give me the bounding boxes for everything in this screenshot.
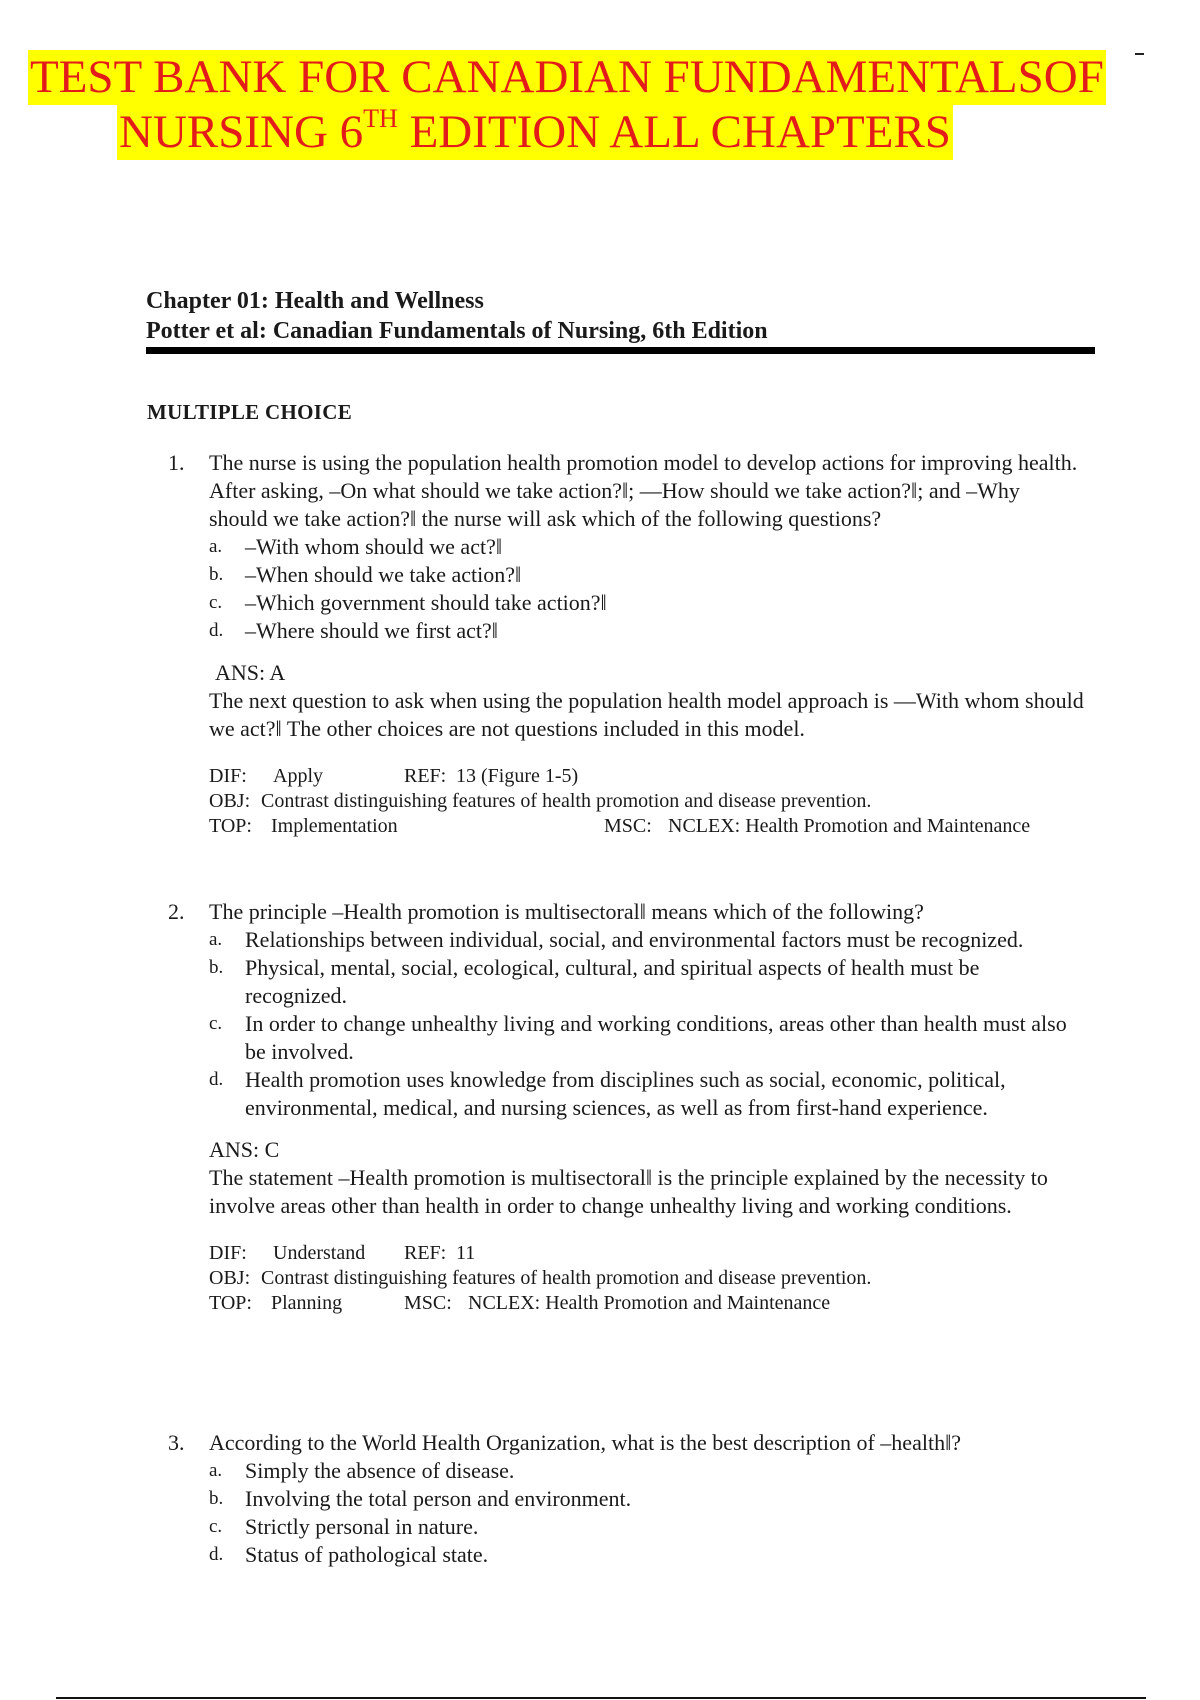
- dif-value: Apply: [273, 765, 323, 787]
- obj-label: OBJ:: [209, 1267, 251, 1289]
- top-label: TOP:: [209, 1292, 252, 1314]
- header-rule: [146, 347, 1095, 354]
- dif-value: Understand: [273, 1242, 366, 1264]
- obj-value: Contrast distinguishing features of health promotion and disease prevention.: [261, 1267, 872, 1289]
- option-a: [209, 926, 1098, 954]
- option-letter: b.: [209, 564, 224, 585]
- top-label: TOP:: [209, 815, 252, 837]
- ref-label: REF:: [404, 1242, 447, 1264]
- option-text: In order to change unhealthy living and working conditions, areas other than health must also be involved.: [245, 1011, 1067, 1064]
- option-b: [209, 954, 1098, 1010]
- book-citation: Potter et al: Canadian Fundamentals of Nursing, 6th Edition: [146, 318, 768, 344]
- option-c: [209, 1010, 1098, 1066]
- option-text: Involving the total person and environment.: [245, 1486, 632, 1511]
- title-superscript: TH: [363, 104, 398, 133]
- option-d: [209, 617, 1098, 645]
- question-1: [168, 449, 1098, 839]
- question-metadata: [209, 764, 1098, 839]
- option-letter: b.: [209, 957, 224, 978]
- rationale: The statement –Health promotion is multisectoral‖ is the principle explained by the necessity to involve areas other than health in order to change unhealthy living and working conditions.: [209, 1165, 1048, 1218]
- option-text: Simply the absence of disease.: [245, 1458, 515, 1483]
- option-c: [209, 589, 1098, 617]
- option-letter: c.: [209, 1516, 223, 1537]
- option-letter: a.: [209, 1460, 223, 1481]
- answer-options: [209, 926, 1098, 1122]
- ref-value: 13 (Figure 1-5): [456, 765, 579, 787]
- option-text: Physical, mental, social, ecological, cultural, and spiritual aspects of health must be recognized.: [245, 955, 980, 1008]
- question-stem: According to the World Health Organization, what is the best description of –health‖?: [209, 1430, 962, 1455]
- question-number: 3.: [168, 1430, 185, 1455]
- option-text: Health promotion uses knowledge from disciplines such as social, economic, political, environmental, medical, and nursing sciences, as well as from first-hand experience.: [245, 1067, 1006, 1120]
- msc-label: MSC:: [604, 815, 652, 837]
- option-letter: a.: [209, 536, 223, 557]
- question-stem: The nurse is using the population health promotion model to develop actions for improving health. After asking, –On what should we take action?‖; ―How should we take action?‖; and –Why should we take action?‖ the nurse will ask which of the following questions?: [209, 450, 1078, 531]
- option-text: –With whom should we act?‖: [245, 534, 503, 559]
- title-line-2-start: NURSING 6: [119, 106, 364, 158]
- option-text: Strictly personal in nature.: [245, 1514, 479, 1539]
- dif-label: DIF:: [209, 765, 247, 787]
- ref-value: 11: [456, 1242, 476, 1264]
- option-d: [209, 1066, 1098, 1122]
- option-text: Relationships between individual, social, and environmental factors must be recognized.: [245, 927, 1024, 952]
- obj-label: OBJ:: [209, 790, 251, 812]
- option-c: [209, 1513, 1098, 1541]
- msc-value: NCLEX: Health Promotion and Maintenance: [468, 1292, 831, 1314]
- title-line-2: [117, 105, 953, 160]
- dif-label: DIF:: [209, 1242, 247, 1264]
- question-2: [168, 898, 1098, 1316]
- question-3: [168, 1429, 1098, 1569]
- top-value: Planning: [271, 1292, 343, 1314]
- ref-label: REF:: [404, 765, 447, 787]
- option-text: –Where should we first act?‖: [245, 618, 498, 643]
- footer-rule: [56, 1697, 1146, 1699]
- question-number: 1.: [168, 450, 185, 475]
- section-title: MULTIPLE CHOICE: [147, 400, 353, 424]
- stray-mark: [1135, 53, 1144, 55]
- option-text: –Which government should take action?‖: [245, 590, 607, 615]
- answer-options: [209, 1457, 1098, 1569]
- chapter-title: Chapter 01: Health and Wellness: [146, 288, 484, 314]
- rationale: The next question to ask when using the population health model approach is ―With whom should we act?‖ The other choices are not questions included in this model.: [209, 688, 1084, 741]
- answer-options: [209, 533, 1098, 645]
- option-a: [209, 1457, 1098, 1485]
- answer-key: ANS: C: [209, 1137, 280, 1162]
- answer-key: ANS: A: [215, 660, 286, 685]
- answer-block: [209, 1136, 1089, 1220]
- title-line-2-end: EDITION ALL CHAPTERS: [397, 106, 951, 158]
- msc-label: MSC:: [404, 1292, 452, 1314]
- option-b: [209, 1485, 1098, 1513]
- option-letter: b.: [209, 1488, 224, 1509]
- option-d: [209, 1541, 1098, 1569]
- top-value: Implementation: [271, 815, 398, 837]
- option-letter: d.: [209, 620, 224, 641]
- option-letter: c.: [209, 1013, 223, 1034]
- option-letter: d.: [209, 1069, 224, 1090]
- option-text: Status of pathological state.: [245, 1542, 489, 1567]
- msc-value: NCLEX: Health Promotion and Maintenance: [668, 815, 1031, 837]
- option-letter: c.: [209, 592, 223, 613]
- option-b: [209, 561, 1098, 589]
- question-stem: The principle –Health promotion is multisectoral‖ means which of the following?: [209, 899, 924, 924]
- option-letter: a.: [209, 929, 223, 950]
- option-a: [209, 533, 1098, 561]
- obj-value: Contrast distinguishing features of health promotion and disease prevention.: [261, 790, 872, 812]
- question-metadata: [209, 1241, 1098, 1316]
- option-letter: d.: [209, 1544, 224, 1565]
- page-title: [28, 50, 1158, 160]
- answer-block: [209, 659, 1089, 743]
- chapter-header: [146, 286, 1096, 346]
- title-line-1: TEST BANK FOR CANADIAN FUNDAMENTALSOF: [30, 51, 1104, 103]
- question-number: 2.: [168, 899, 185, 924]
- option-text: –When should we take action?‖: [245, 562, 522, 587]
